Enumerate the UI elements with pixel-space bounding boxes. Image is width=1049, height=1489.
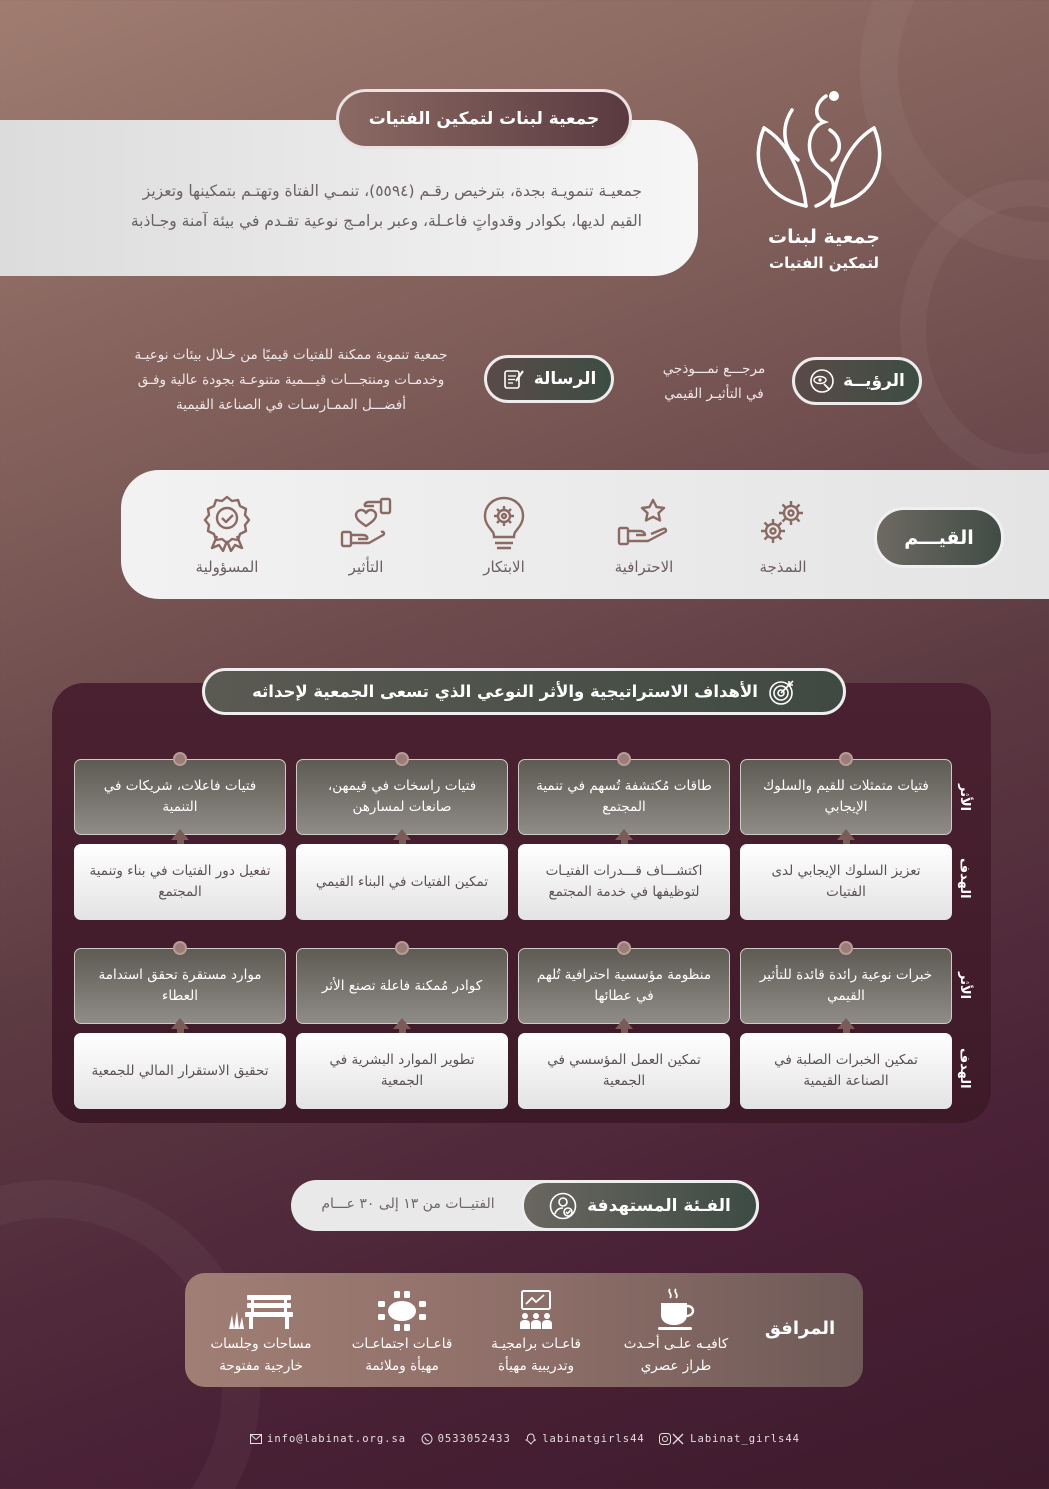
- impact-box: خبرات نوعية رائدة قائدة للتأثير القيمي: [740, 948, 952, 1024]
- value-modeling: [718, 494, 848, 576]
- intro-text: [80, 176, 642, 236]
- footer-snapchat-text: labinatgirls44: [542, 1433, 645, 1445]
- goal-box: تطوير الموارد البشرية في الجمعية: [296, 1033, 508, 1109]
- impact-box: منظومة مؤسسية احترافية تُلهم في عطائها: [518, 948, 730, 1024]
- goals-title-text: الأهداف الاستراتيجية والأثر النوعي الذي تسعى الجمعية لإحداثه: [252, 682, 758, 701]
- eye-search-icon: [809, 368, 835, 394]
- hand-star-icon: [615, 494, 673, 552]
- footer-social-text: Labinat_girls44: [690, 1433, 800, 1445]
- values-label: القيـــم: [874, 507, 1004, 568]
- value-label: الابتكار: [483, 558, 525, 576]
- whatsapp-icon: [421, 1433, 433, 1445]
- value-innovation: [439, 494, 569, 576]
- goal-box: تحقيق الاستقرار المالي للجمعية: [74, 1033, 286, 1109]
- facility-text: مهيأة وملائمة: [365, 1358, 439, 1374]
- mission-pill: [484, 355, 614, 403]
- impact-box: فتيات راسخات في قيمهن، صانعات لمسارهن: [296, 759, 508, 835]
- mission-text: [106, 343, 476, 418]
- facility-outdoor: [191, 1285, 331, 1377]
- mission-line: أفضـــل الممـارسـات في الصناعة القيمية: [176, 397, 406, 413]
- gears-icon: [755, 495, 811, 551]
- up-arrow-icon: [171, 829, 189, 840]
- document-pen-icon: [502, 367, 526, 391]
- connector-dot: [839, 752, 853, 766]
- vision-text: [636, 357, 792, 407]
- goal-box: تمكين الفتيات في البناء القيمي: [296, 844, 508, 920]
- goal-box: تعزيز السلوك الإيجابي لدى الفتيات: [740, 844, 952, 920]
- value-label: المسؤولية: [195, 558, 259, 576]
- impact-row-label: الأثر: [957, 972, 972, 1000]
- mail-icon: [250, 1434, 262, 1444]
- facility-cafe: [606, 1285, 746, 1377]
- vision-pill: [792, 357, 922, 405]
- facility-text: مساحات وجلسات: [210, 1336, 312, 1352]
- footer-snapchat[interactable]: [525, 1433, 645, 1445]
- up-arrow-icon: [171, 1018, 189, 1029]
- impact-row-label: الأثر: [957, 784, 972, 812]
- footer-social[interactable]: [659, 1433, 800, 1445]
- facility-text: قاعـات اجتماعـات: [351, 1336, 453, 1352]
- value-label: التأثير: [348, 558, 384, 576]
- bulb-gear-icon: [476, 494, 532, 552]
- value-impact: [301, 494, 431, 576]
- target-group-label: الفـئة المستهدفة: [587, 1195, 731, 1216]
- intro-title: جمعية لبنات لتمكين الفتيات: [336, 89, 632, 149]
- intro-line: جمعيـة تنمويـة بجدة، بترخيص رقـم (٥٥٩٤)، تنمـي الفتاة وتهتـم بتمكينها وتعزيز: [142, 182, 642, 200]
- intro-line: القيم لديها، بكوادر وقدواتٍ فاعـلة، وعبر برامـج نوعية تقـدم في بيئة آمنة وجـاذبة: [130, 212, 642, 230]
- vision-line: مرجـــع نمـــوذجي: [662, 361, 766, 377]
- vision-line: في التأثيـر القيمي: [664, 386, 764, 402]
- goal-box: تمكين الخبرات الصلبة في الصناعة القيمية: [740, 1033, 952, 1109]
- goals-title: [202, 668, 846, 715]
- connector-dot: [173, 941, 187, 955]
- footer-phone[interactable]: [421, 1433, 511, 1445]
- footer-email-text: info@labinat.org.sa: [267, 1433, 407, 1445]
- facilities-label: المرافق: [764, 1318, 836, 1339]
- training-room-icon: [516, 1289, 556, 1331]
- up-arrow-icon: [393, 1018, 411, 1029]
- facility-text: طراز عصري: [640, 1358, 712, 1374]
- facility-training: [466, 1285, 606, 1377]
- goal-box: تفعيل دور الفتيات في بناء وتنمية المجتمع: [74, 844, 286, 920]
- goal-row-label: الهدف: [957, 1048, 972, 1089]
- logo-emblem-icon: [744, 88, 894, 218]
- badge-check-icon: [199, 494, 255, 552]
- bench-icon: [227, 1291, 295, 1331]
- impact-box: فتيات متمثلات للقيم والسلوك الإيجابي: [740, 759, 952, 835]
- impact-box: فتيات فاعلات، شريكات في التنمية: [74, 759, 286, 835]
- value-label: الاحترافية: [614, 558, 674, 576]
- goal-box: تمكين العمل المؤسسي في الجمعية: [518, 1033, 730, 1109]
- facility-text: خارجية مفتوحة: [219, 1358, 303, 1374]
- mission-line: جمعية تنموية ممكنة للفتيات قيميًا من خـلال بيئات نوعيـة: [134, 347, 448, 363]
- impact-box: كوادر مُمكنة فاعلة تصنع الأثر: [296, 948, 508, 1024]
- value-responsibility: [162, 494, 292, 576]
- connector-dot: [839, 941, 853, 955]
- logo-tagline: لتمكين الفتيات: [769, 254, 879, 272]
- facility-text: قاعـات برامجيـة: [491, 1336, 581, 1352]
- footer-phone-text: 0533052433: [437, 1433, 511, 1445]
- up-arrow-icon: [837, 829, 855, 840]
- connector-dot: [395, 752, 409, 766]
- facility-text: كافيـه علـى أحـدث: [623, 1336, 729, 1352]
- target-group-pill: [521, 1180, 759, 1231]
- mission-label: الرسالة: [533, 369, 597, 389]
- goal-row-label: الهدف: [957, 858, 972, 899]
- instagram-x-icon: [659, 1433, 685, 1445]
- footer-contacts: [250, 1433, 800, 1445]
- up-arrow-icon: [615, 1018, 633, 1029]
- facility-text: وتدريبية مهيأة: [497, 1358, 575, 1374]
- goal-box: اكتشـــاف قـــدرات الفتيـات لتوظيفها في خدمة المجتمع: [518, 844, 730, 920]
- vision-label: الرؤيــة: [843, 371, 905, 391]
- coffee-cup-icon: [656, 1287, 696, 1331]
- user-check-icon: [549, 1192, 577, 1220]
- logo: [754, 88, 894, 272]
- target-icon: [768, 678, 796, 706]
- background-swirl: [900, 180, 1049, 480]
- value-professionalism: [579, 494, 709, 576]
- target-group-text: الفتيــات من ١٣ إلى ٣٠ عـــام: [321, 1196, 495, 1212]
- footer-email[interactable]: [250, 1433, 406, 1445]
- impact-box: طاقات مُكتشفة تُسهم في تنمية المجتمع: [518, 759, 730, 835]
- hands-heart-icon: [337, 494, 395, 552]
- up-arrow-icon: [393, 829, 411, 840]
- connector-dot: [173, 752, 187, 766]
- facility-meeting: [332, 1285, 472, 1377]
- connector-dot: [617, 752, 631, 766]
- logo-name: جمعية لبنات: [768, 226, 880, 248]
- impact-box: موارد مستقرة تحقق استدامة العطاء: [74, 948, 286, 1024]
- up-arrow-icon: [837, 1018, 855, 1029]
- connector-dot: [395, 941, 409, 955]
- connector-dot: [617, 941, 631, 955]
- value-label: النمذجة: [759, 558, 807, 576]
- meeting-table-icon: [376, 1289, 428, 1331]
- up-arrow-icon: [615, 829, 633, 840]
- snapchat-icon: [525, 1433, 537, 1445]
- mission-line: وخدمـات ومنتجـــات قيـــمية متنوعـة بجودة عالية وفـق: [137, 372, 445, 388]
